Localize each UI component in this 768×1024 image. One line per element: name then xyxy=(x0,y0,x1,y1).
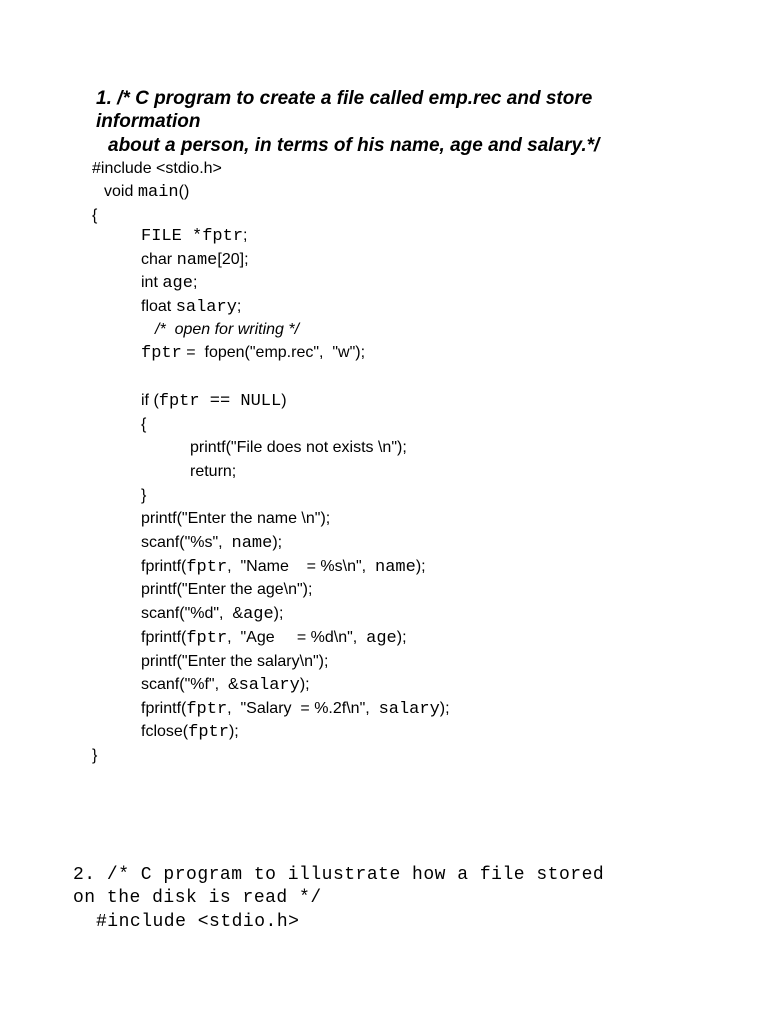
program2-title-line2: on the disk is read */ xyxy=(73,888,322,908)
fprintf-age: fprintf(fptr, "Age = %d\n", age); xyxy=(141,629,407,648)
program1-main-line: void main() xyxy=(104,183,190,202)
program2-title-line1: 2. /* C program to illustrate how a file stored xyxy=(73,865,605,885)
if-open-brace: { xyxy=(141,416,147,433)
return-statement: return; xyxy=(190,463,237,480)
fclose-line: fclose(fptr); xyxy=(141,723,239,742)
comment-open-for-writing: /* open for writing */ xyxy=(155,321,300,338)
scanf-name: scanf("%s", name); xyxy=(141,534,283,553)
printf-enter-name: printf("Enter the name \n"); xyxy=(141,510,331,527)
printf-not-exist: printf("File does not exists \n"); xyxy=(190,439,407,456)
program1-title-line1: 1. /* C program to create a file called emp.rec and store xyxy=(96,88,593,109)
decl-char: char name[20]; xyxy=(141,251,249,270)
program1-close-brace: } xyxy=(92,747,98,764)
fopen-line: fptr = fopen("emp.rec", "w"); xyxy=(141,344,366,363)
decl-file: FILE *fptr; xyxy=(141,227,248,246)
fprintf-name: fprintf(fptr, "Name = %s\n", name); xyxy=(141,558,426,577)
decl-float: float salary; xyxy=(141,298,242,317)
if-line: if (fptr == NULL) xyxy=(141,392,287,411)
program1-open-brace: { xyxy=(92,207,98,224)
scanf-age: scanf("%d", &age); xyxy=(141,605,284,624)
printf-enter-salary: printf("Enter the salary\n"); xyxy=(141,653,329,670)
printf-enter-age: printf("Enter the age\n"); xyxy=(141,581,313,598)
program1-title-line3: about a person, in terms of his name, age and salary.*/ xyxy=(108,135,600,156)
program1-title-line2: information xyxy=(96,111,201,132)
decl-int: int age; xyxy=(141,274,198,293)
if-close-brace: } xyxy=(141,487,147,504)
fprintf-salary: fprintf(fptr, "Salary = %.2f\n", salary); xyxy=(141,700,450,719)
program2-include: #include <stdio.h> xyxy=(96,912,300,932)
program1-include: #include <stdio.h> xyxy=(92,160,222,177)
scanf-salary: scanf("%f", &salary); xyxy=(141,676,310,695)
